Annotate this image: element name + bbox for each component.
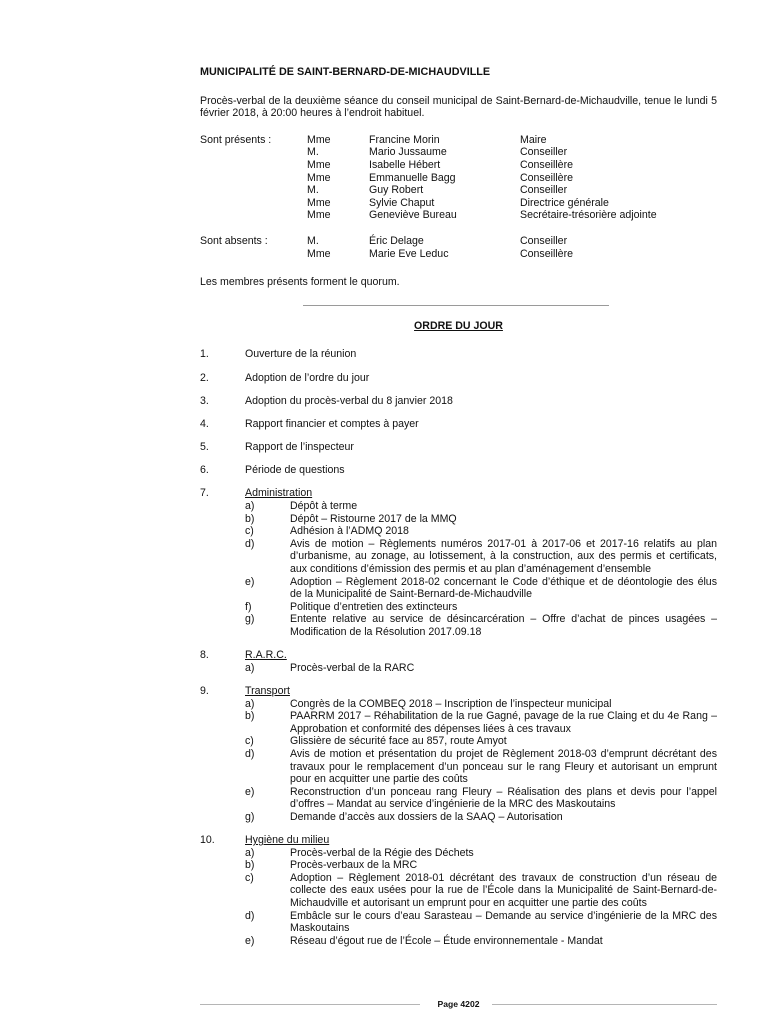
agenda-subitem <box>245 662 717 675</box>
attendee-row <box>307 197 717 210</box>
agenda-item <box>200 395 717 408</box>
agenda-subitem <box>245 847 717 860</box>
attendee-row <box>307 209 717 222</box>
attendee-role: Maire <box>520 133 547 146</box>
present-list <box>200 134 717 222</box>
agenda-subitem-letter: b) <box>245 859 255 872</box>
agenda-item-body <box>245 418 717 431</box>
agenda-subitem-text: Adoption – Règlement 2018-01 décrétant des travaux de construction d’un réseau de collecte des eaux usées pour la rue de l’École dans la Municipalité de Saint-Bernard-de-Michaudville et autorisant un emprunt pour en acquitter une partie des coûts <box>290 871 717 910</box>
attendee-row <box>307 184 717 197</box>
agenda-subitem <box>245 538 717 576</box>
page-number: Page 4202 <box>431 999 485 1009</box>
agenda-subitem-letter: e) <box>245 934 255 947</box>
agenda-item <box>200 685 717 824</box>
attendee-role: Conseiller <box>520 146 568 159</box>
agenda-item-number: 7. <box>200 487 209 500</box>
agenda-subitem <box>245 576 717 601</box>
agenda-subitem-letter: b) <box>245 512 255 525</box>
absent-label: Sont absents : <box>200 234 268 247</box>
attendee-title: M. <box>307 234 319 247</box>
agenda-subitem-text: Dépôt – Ristourne 2017 de la MMQ <box>290 512 457 525</box>
agenda-item <box>200 834 717 947</box>
attendee-role: Conseillère <box>520 171 573 184</box>
attendee-row <box>307 248 717 261</box>
agenda-subitem <box>245 500 717 513</box>
agenda-item <box>200 418 717 431</box>
agenda-section-heading: Hygiène du milieu <box>245 834 330 847</box>
agenda-section-heading: R.A.R.C. <box>245 649 287 662</box>
agenda-item-text: Ouverture de la réunion <box>245 348 357 361</box>
attendee-name: Guy Robert <box>369 184 424 197</box>
attendee-title: M. <box>307 146 319 159</box>
agenda-subitem-text: Glissière de sécurité face au 857, route Amyot <box>290 735 507 748</box>
agenda-item-number: 2. <box>200 371 209 384</box>
attendee-name: Emmanuelle Bagg <box>369 171 456 184</box>
attendee-row <box>307 146 717 159</box>
agenda-subitem <box>245 710 717 735</box>
agenda-subitem <box>245 859 717 872</box>
agenda-subitem-text: Congrès de la COMBEQ 2018 – Inscription de l’inspecteur municipal <box>290 697 612 710</box>
agenda-item <box>200 348 717 361</box>
agenda-item-number: 4. <box>200 417 209 430</box>
agenda-item <box>200 487 717 638</box>
attendee-title: Mme <box>307 196 331 209</box>
agenda-subitem-letter: a) <box>245 661 255 674</box>
agenda-item-text: Rapport de l’inspecteur <box>245 441 354 454</box>
agenda-subitem-letter: c) <box>245 525 254 538</box>
agenda-item <box>200 441 717 454</box>
agenda-item-text: Adoption de l’ordre du jour <box>245 371 370 384</box>
attendee-row <box>307 159 717 172</box>
agenda-item <box>200 372 717 385</box>
attendee-name: Isabelle Hébert <box>369 158 441 171</box>
document-page <box>200 66 717 958</box>
agenda-subitem-text: Entente relative au service de désincarcération – Offre d’achat de pinces usagées – Modification de la Résolution 2017.09.18 <box>290 613 717 638</box>
agenda-subitem-text: Demande d’accès aux dossiers de la SAAQ – Autorisation <box>290 810 563 823</box>
agenda-item-number: 8. <box>200 649 209 662</box>
agenda-list <box>200 348 717 947</box>
attendee-title: Mme <box>307 209 331 222</box>
agenda-item-text: Adoption du procès-verbal du 8 janvier 2018 <box>245 394 453 407</box>
agenda-subitem <box>245 748 717 786</box>
attendee-role: Directrice générale <box>520 196 609 209</box>
agenda-item-number: 1. <box>200 348 209 361</box>
agenda-subitem-letter: a) <box>245 697 255 710</box>
agenda-subitem-letter: c) <box>245 735 254 748</box>
agenda-subitem <box>245 525 717 538</box>
agenda-subitem-letter: b) <box>245 710 255 723</box>
agenda-subitem-letter: c) <box>245 871 254 884</box>
attendee-row <box>307 235 717 248</box>
agenda-item-body <box>245 487 717 638</box>
agenda-section-heading: Transport <box>245 684 290 697</box>
attendee-role: Conseillère <box>520 158 573 171</box>
agenda-subitem <box>245 811 717 824</box>
agenda-subitem-text: Avis de motion et présentation du projet de Règlement 2018-03 d’emprunt décrétant des travaux pour le remplacement d’un ponceau sur le rang Fleury et autorisant un emprunt pour en acquitter une partie des coûts <box>290 747 717 786</box>
agenda-subitem <box>245 698 717 711</box>
attendee-name: Mario Jussaume <box>369 146 447 159</box>
agenda-title: ORDRE DU JOUR <box>414 319 503 332</box>
agenda-subitem <box>245 735 717 748</box>
agenda-subitem <box>245 513 717 526</box>
agenda-item <box>200 464 717 477</box>
document-title: MUNICIPALITÉ DE SAINT-BERNARD-DE-MICHAUDVILLE <box>200 66 491 78</box>
attendee-row <box>307 134 717 147</box>
agenda-subitem <box>245 872 717 910</box>
attendee-name: Éric Delage <box>369 234 424 247</box>
absent-rows <box>307 235 717 260</box>
agenda-subitem-letter: e) <box>245 785 255 798</box>
agenda-subitem-letter: e) <box>245 575 255 588</box>
attendee-row <box>307 172 717 185</box>
agenda-item-body <box>245 395 717 408</box>
agenda-subitem-text: Réseau d’égout rue de l’École – Étude environnementale - Mandat <box>290 934 603 947</box>
agenda-subitem <box>245 613 717 638</box>
present-label: Sont présents : <box>200 133 272 146</box>
attendee-role: Conseiller <box>520 184 568 197</box>
agenda-item-number: 5. <box>200 441 209 454</box>
agenda-subitem-text: Procès-verbal de la RARC <box>290 661 415 674</box>
attendee-title: Mme <box>307 133 331 146</box>
agenda-item <box>200 649 717 674</box>
agenda-subitem-text: Dépôt à terme <box>290 500 358 513</box>
separator-rule <box>303 305 609 306</box>
attendee-name: Sylvie Chaput <box>369 196 435 209</box>
attendee-role: Secrétaire-trésorière adjointe <box>520 209 657 222</box>
quorum-statement: Les membres présents forment le quorum. <box>200 276 400 289</box>
attendee-role: Conseillère <box>520 247 573 260</box>
agenda-subitem-letter: d) <box>245 537 255 550</box>
attendee-title: Mme <box>307 171 331 184</box>
agenda-subitem-text: Procès-verbal de la Régie des Déchets <box>290 846 474 859</box>
agenda-subitem-text: Adhésion à l’ADMQ 2018 <box>290 525 409 538</box>
agenda-section-heading: Administration <box>245 487 313 500</box>
agenda-subitem-letter: a) <box>245 500 255 513</box>
agenda-item-number: 9. <box>200 684 209 697</box>
agenda-subitem-text: Adoption – Règlement 2018-02 concernant le Code d’éthique et de déontologie des élus de la Municipalité de Saint-Bernard-de-Michaudville <box>290 575 717 601</box>
agenda-item-body <box>245 834 717 947</box>
agenda-item-body <box>245 372 717 385</box>
agenda-item-body <box>245 464 717 477</box>
agenda-subitem-text: Politique d’entretien des extincteurs <box>290 600 458 613</box>
absent-list <box>200 235 717 260</box>
agenda-subitem <box>245 601 717 614</box>
agenda-subitem-text: PAARRM 2017 – Réhabilitation de la rue Gagné, pavage de la rue Claing et du 4e Rang – Approbation et conformité des dépenses liées à ces travaux <box>290 710 717 735</box>
agenda-subitem-letter: d) <box>245 909 255 922</box>
agenda-subitem <box>245 935 717 948</box>
agenda-item-text: Rapport financier et comptes à payer <box>245 417 419 430</box>
agenda-subitem-text: Avis de motion – Règlements numéros 2017-01 à 2017-06 et 2017-16 relatifs au plan d’urbanisme, au zonage, au lotissement, à la construction, aux des permis et certificats, aux conditions d’émission des permis et au plan d’aménagement d’ensemble <box>290 537 717 575</box>
page-footer <box>200 998 717 1012</box>
attendee-name: Francine Morin <box>369 133 440 146</box>
agenda-item-body <box>245 685 717 824</box>
attendee-role: Conseiller <box>520 234 568 247</box>
agenda-subitem-text: Embâcle sur le cours d’eau Sarasteau – Demande au service d’ingénierie de la MRC des Maskoutains <box>290 909 717 935</box>
agenda-item-text: Période de questions <box>245 464 345 477</box>
attendee-title: Mme <box>307 247 331 260</box>
agenda-subitem <box>245 786 717 811</box>
agenda-subitem-text: Reconstruction d’un ponceau rang Fleury – Réalisation des plans et devis pour l’appel d’offres – Mandat au service d’ingénierie de la MRC des Maskoutains <box>290 785 717 811</box>
agenda-item-body <box>245 649 717 674</box>
attendee-title: Mme <box>307 158 331 171</box>
agenda-item-number: 3. <box>200 394 209 407</box>
agenda-subitem-text: Procès-verbaux de la MRC <box>290 859 418 872</box>
agenda-item-number: 10. <box>200 834 215 847</box>
present-rows <box>307 134 717 222</box>
agenda-item-body <box>245 441 717 454</box>
agenda-subitem-letter: f) <box>245 600 252 613</box>
agenda-subitem-letter: g) <box>245 810 255 823</box>
agenda-subitem <box>245 910 717 935</box>
attendee-title: M. <box>307 184 319 197</box>
agenda-subitem-letter: a) <box>245 846 255 859</box>
agenda-item-body <box>245 348 717 361</box>
agenda-subitem-letter: d) <box>245 747 255 760</box>
intro-paragraph: Procès-verbal de la deuxième séance du conseil municipal de Saint-Bernard-de-Michaudville, tenue le lundi 5 février 2018, à 20:00 heures à l’endroit habituel. <box>200 94 717 120</box>
agenda-item-number: 6. <box>200 464 209 477</box>
attendee-name: Marie Eve Leduc <box>369 247 449 260</box>
attendee-name: Geneviève Bureau <box>369 209 457 222</box>
agenda-subitem-letter: g) <box>245 613 255 626</box>
